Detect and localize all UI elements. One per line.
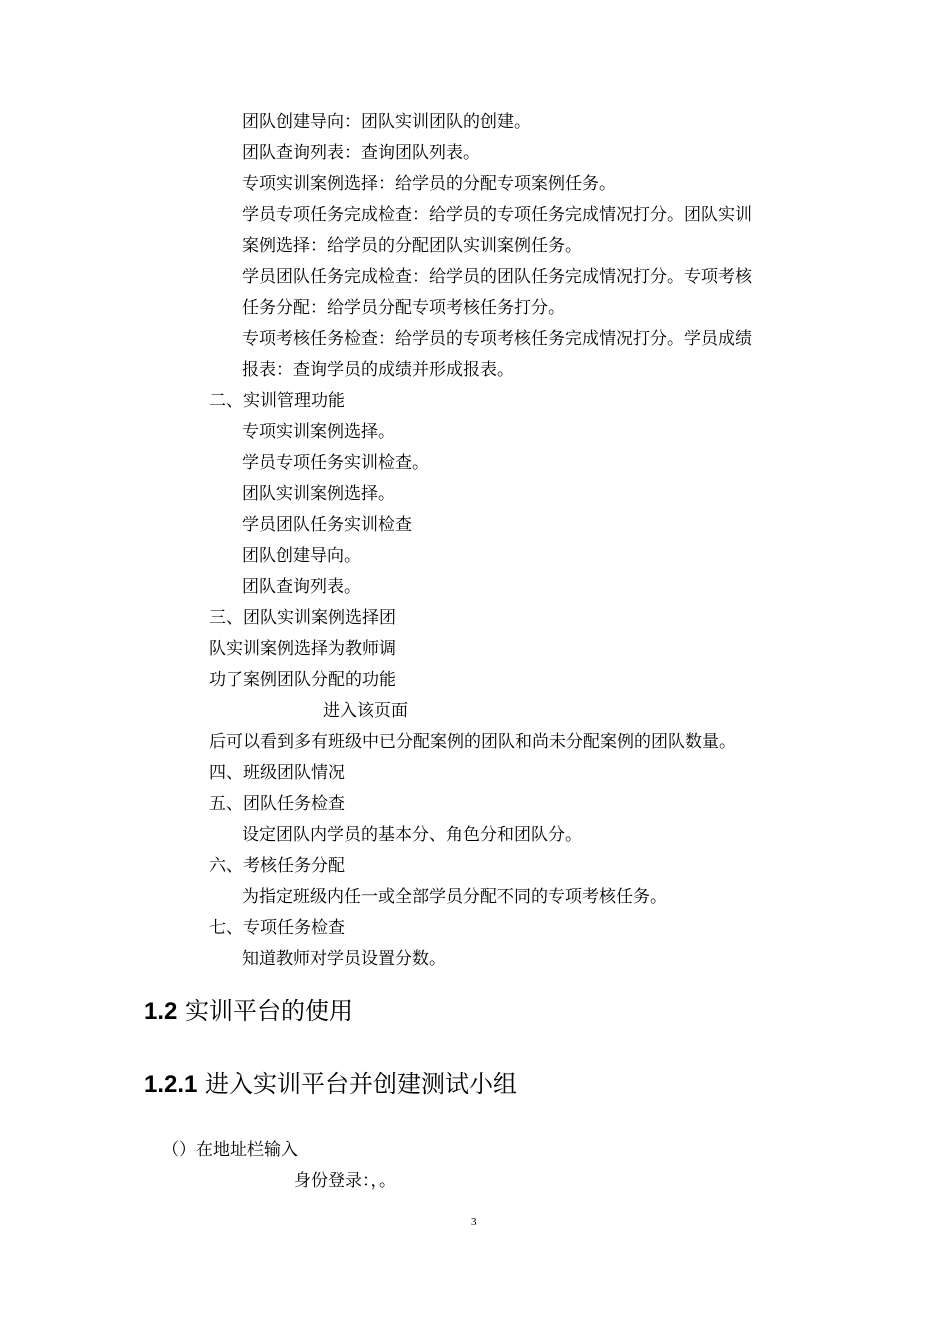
section-heading: 七、专项任务检查 [209,918,345,938]
body-line: 学员专项任务完成检查：给学员的专项任务完成情况打分。团队实训 [242,205,752,225]
body-line: 团队查询列表：查询团队列表。 [242,143,480,163]
body-line: 功了案例团队分配的功能 [209,670,396,690]
section-heading: 三、团队实训案例选择团 [209,608,396,628]
section-heading: 六、考核任务分配 [209,856,345,876]
section-heading: 五、团队任务检查 [209,794,345,814]
heading-number: 1.2.1 [144,1071,198,1098]
body-line: 团队创建导向。 [242,546,361,566]
body-line: 团队实训案例选择。 [242,484,395,504]
body-line: 身份登录：，。 [294,1171,396,1191]
body-line: 学员团队任务实训检查 [242,515,412,535]
body-line: 知道教师对学员设置分数。 [242,949,446,969]
page-number: 3 [471,1216,477,1228]
body-line: 进入该页面 [323,701,408,721]
body-line: 为指定班级内任一或全部学员分配不同的专项考核任务。 [242,887,667,907]
body-line: 队实训案例选择为教师调 [209,639,396,659]
body-line: 设定团队内学员的基本分、角色分和团队分。 [242,825,582,845]
body-line: 后可以看到多有班级中已分配案例的团队和尚未分配案例的团队数量。 [209,732,736,752]
body-line: 团队创建导向：团队实训团队的创建。 [242,112,531,132]
section-heading: 二、实训管理功能 [209,391,345,411]
heading-text: 进入实训平台并创建测试小组 [205,1070,518,1098]
heading-text: 实训平台的使用 [185,997,354,1025]
body-line: 专项实训案例选择：给学员的分配专项案例任务。 [242,174,616,194]
heading-1-2-1 [144,1068,517,1101]
body-line: 任务分配：给学员分配专项考核任务打分。 [242,298,565,318]
body-line: 专项考核任务检查：给学员的专项考核任务完成情况打分。学员成绩 [242,329,752,349]
heading-1-2 [144,995,353,1028]
body-line: 学员团队任务完成检查：给学员的团队任务完成情况打分。专项考核 [242,267,752,287]
section-heading: 四、班级团队情况 [209,763,345,783]
body-line: 团队查询列表。 [242,577,361,597]
body-line: （）在地址栏输入 [162,1140,298,1160]
heading-number: 1.2 [144,998,178,1025]
body-line: 案例选择：给学员的分配团队实训案例任务。 [242,236,582,256]
body-line: 学员专项任务实训检查。 [242,453,429,473]
body-line: 报表：查询学员的成绩并形成报表。 [242,360,514,380]
body-line: 专项实训案例选择。 [242,422,395,442]
